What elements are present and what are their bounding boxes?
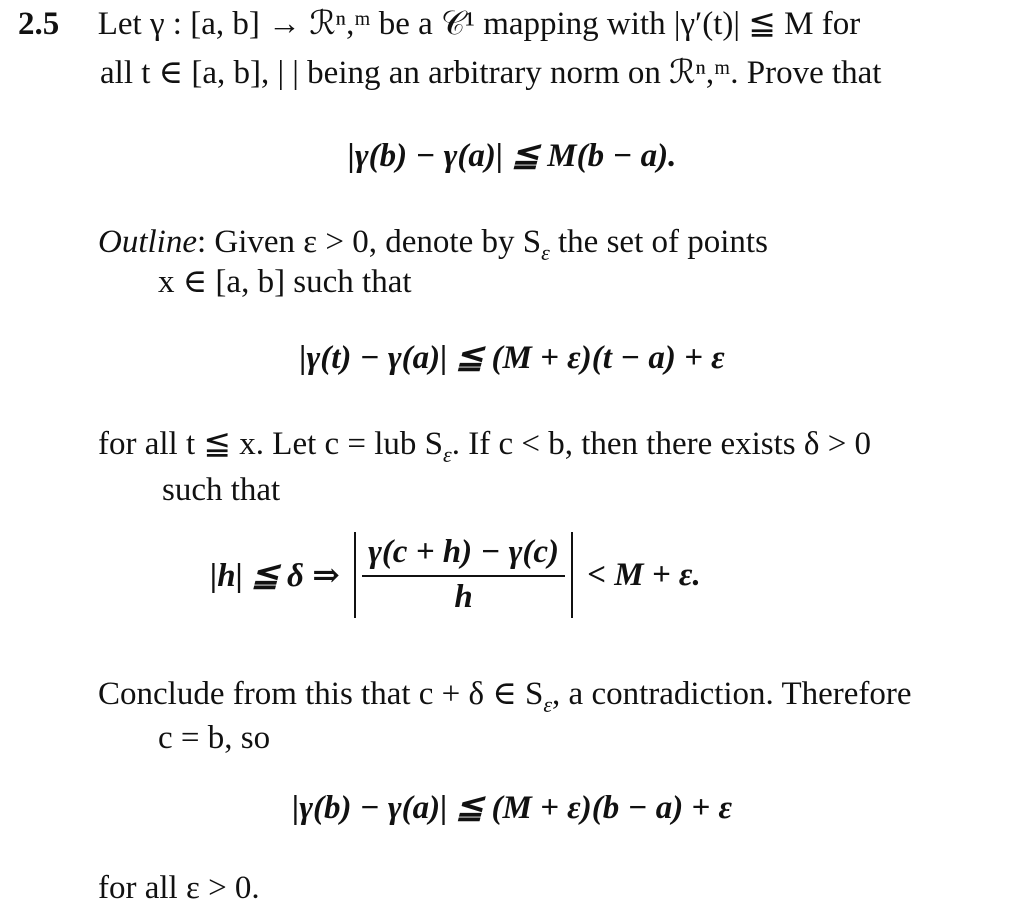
abs-bar-right — [571, 532, 573, 618]
quotient-denominator: h — [454, 579, 473, 615]
abs-bar-left — [354, 532, 356, 618]
display-equation-4 — [0, 788, 1024, 828]
outline-line-1-text: : Given ε > 0, denote by S — [196, 224, 542, 260]
outline-line-6 — [158, 718, 270, 758]
difference-quotient — [362, 534, 565, 616]
outline-line-3-subscript: ε — [443, 442, 452, 467]
equation-1: |γ(b) − γ(a)| ≦ M(b − a). — [347, 138, 677, 174]
outline-line-5-subscript: ε — [543, 692, 553, 717]
outline-line-3-end: . If c < b, then there exists δ > 0 — [451, 426, 872, 462]
outline-line-6-text: c = b, so — [158, 720, 271, 756]
outline-line-1-subscript: ε — [541, 240, 550, 265]
equation-3-right: < M + ε. — [587, 556, 701, 593]
outline-line-5-end: , a contradiction. Therefore — [552, 676, 912, 712]
outline-line-4 — [162, 470, 280, 510]
outline-label: Outline — [98, 224, 197, 260]
outline-line-2 — [158, 262, 412, 302]
problem-statement-line-1 — [18, 4, 860, 44]
outline-line-7-text: for all ε > 0. — [98, 870, 260, 906]
display-equation-1 — [0, 136, 1024, 176]
statement-line-2-text: all t ∈ [a, b], | | being an arbitrary norm on ℛⁿ,ᵐ. Prove that — [100, 55, 882, 91]
outline-line-3 — [98, 424, 871, 475]
equation-4: |γ(b) − γ(a)| ≦ (M + ε)(b − a) + ε — [291, 790, 733, 826]
statement-line-1-text: Let γ : [a, b] → ℛⁿ,ᵐ be a 𝒞¹ mapping with |γ′(t)| ≦ M for — [97, 6, 861, 42]
outline-line-2-text: x ∈ [a, b] such that — [158, 264, 412, 300]
outline-line-1-end: the set of points — [549, 224, 768, 260]
quotient-numerator: γ(c + h) − γ(c) — [362, 534, 565, 577]
problem-number: 2.5 — [18, 6, 60, 42]
equation-2: |γ(t) − γ(a)| ≦ (M + ε)(t − a) + ε — [299, 340, 725, 376]
outline-line-3-text: for all t ≦ x. Let c = lub S — [98, 426, 444, 462]
display-equation-3 — [210, 532, 701, 618]
outline-line-5-text: Conclude from this that c + δ ∈ S — [98, 676, 544, 712]
outline-line-4-text: such that — [162, 472, 281, 508]
outline-line-7 — [98, 868, 260, 908]
equation-3-left: |h| ≦ δ ⇒ — [210, 558, 340, 594]
display-equation-2 — [0, 338, 1024, 378]
problem-statement-line-2 — [100, 53, 881, 93]
